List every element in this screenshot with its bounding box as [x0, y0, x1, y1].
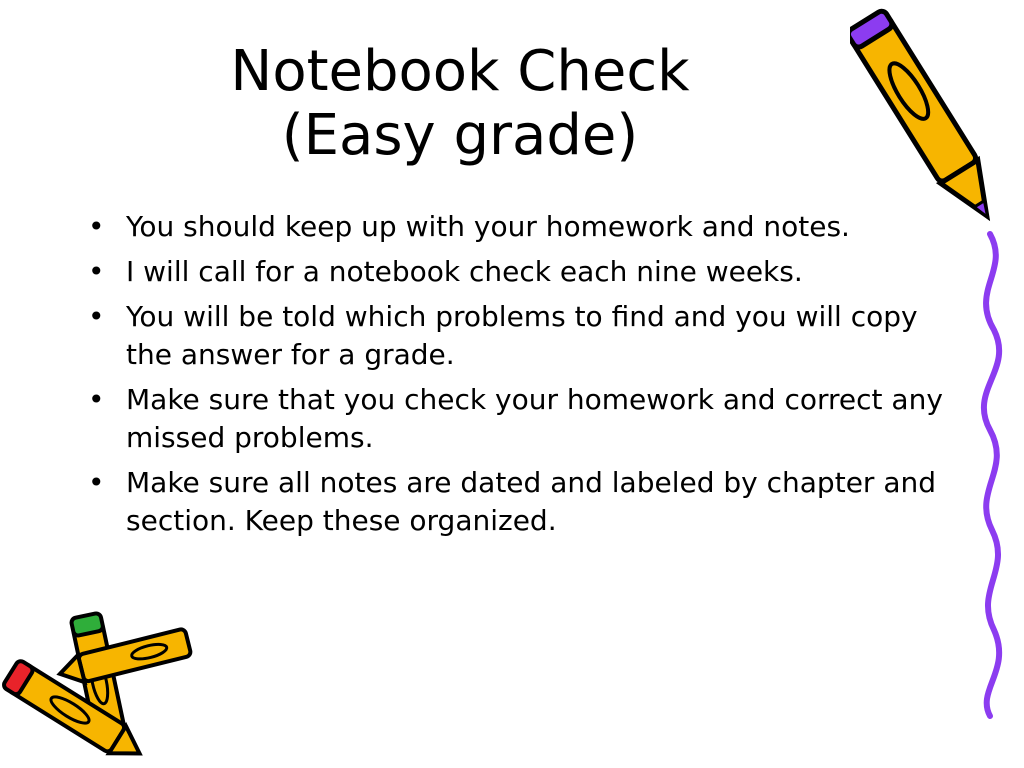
bullet-item — [88, 208, 948, 246]
bullet-dot: • — [88, 383, 105, 416]
title-line-1: Notebook Check — [230, 39, 690, 104]
slide-title — [180, 40, 740, 168]
bullet-text: Make sure that you check your homework and correct any missed problems. — [126, 383, 943, 454]
bullet-item — [88, 464, 948, 540]
bullet-item — [88, 298, 948, 374]
bullet-text: I will call for a notebook check each nine weeks. — [126, 255, 803, 288]
bullet-item — [88, 381, 948, 457]
squiggle-line-icon — [960, 230, 1024, 720]
bullet-text: You should keep up with your homework and notes. — [126, 210, 850, 243]
bullet-list — [88, 208, 948, 547]
bullet-dot: • — [88, 300, 105, 333]
bullet-dot: • — [88, 210, 105, 243]
bullet-text: You will be told which problems to find and you will copy the answer for a grade. — [126, 300, 918, 371]
title-line-2: (Easy grade) — [281, 103, 639, 168]
bullet-item — [88, 253, 948, 291]
pencils-clipart-icon — [0, 600, 220, 768]
bullet-text: Make sure all notes are dated and labeled by chapter and section. Keep these organized. — [126, 466, 937, 537]
bullet-dot: • — [88, 255, 105, 288]
pencil-clipart-icon — [850, 0, 1010, 250]
bullet-dot: • — [88, 466, 105, 499]
